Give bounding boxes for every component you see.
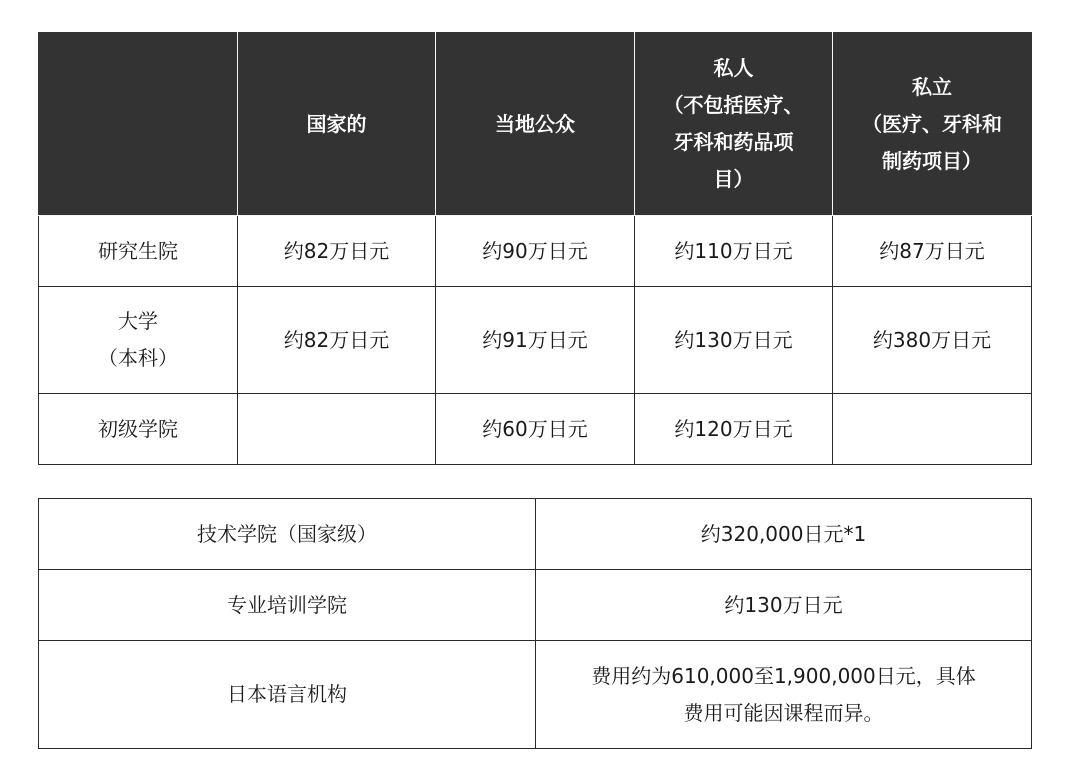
table-cell: 约82万日元	[238, 216, 436, 287]
header-private-medical: 私立 （医疗、牙科和 制药项目）	[833, 33, 1032, 216]
table-cell: 约60万日元	[436, 394, 635, 465]
tuition-fee-table	[38, 32, 1032, 465]
row-label-junior-college: 初级学院	[39, 394, 238, 465]
row-label-japanese-language-school: 日本语言机构	[39, 641, 536, 749]
table-cell: 约87万日元	[833, 216, 1032, 287]
row-label-technical-college: 技术学院（国家级）	[39, 499, 536, 570]
table-row	[39, 216, 1032, 287]
table-row	[39, 641, 1032, 749]
table-cell: 费用约为610,000至1,900,000日元，具体 费用可能因课程而异。	[536, 641, 1032, 749]
header-institution-type	[39, 33, 238, 216]
row-label-graduate-school: 研究生院	[39, 216, 238, 287]
table-row	[39, 499, 1032, 570]
table-cell: 约120万日元	[635, 394, 833, 465]
table-cell: 约380万日元	[833, 287, 1032, 394]
table-cell: 约82万日元	[238, 287, 436, 394]
table-row	[39, 570, 1032, 641]
header-local-public: 当地公众	[436, 33, 635, 216]
table-row	[39, 287, 1032, 394]
table-header-row	[39, 33, 1032, 216]
table-cell: 约110万日元	[635, 216, 833, 287]
table-cell	[238, 394, 436, 465]
table-cell: 约91万日元	[436, 287, 635, 394]
table-cell: 约90万日元	[436, 216, 635, 287]
row-label-vocational-school: 专业培训学院	[39, 570, 536, 641]
table-cell: 约130万日元	[536, 570, 1032, 641]
header-national: 国家的	[238, 33, 436, 216]
other-institutions-table	[38, 498, 1032, 749]
table-cell: 约130万日元	[635, 287, 833, 394]
row-label-university: 大学 （本科）	[39, 287, 238, 394]
table-row	[39, 394, 1032, 465]
table-cell: 约320,000日元*1	[536, 499, 1032, 570]
table-cell	[833, 394, 1032, 465]
header-private-excl-medical: 私人 （不包括医疗、 牙科和药品项 目）	[635, 33, 833, 216]
